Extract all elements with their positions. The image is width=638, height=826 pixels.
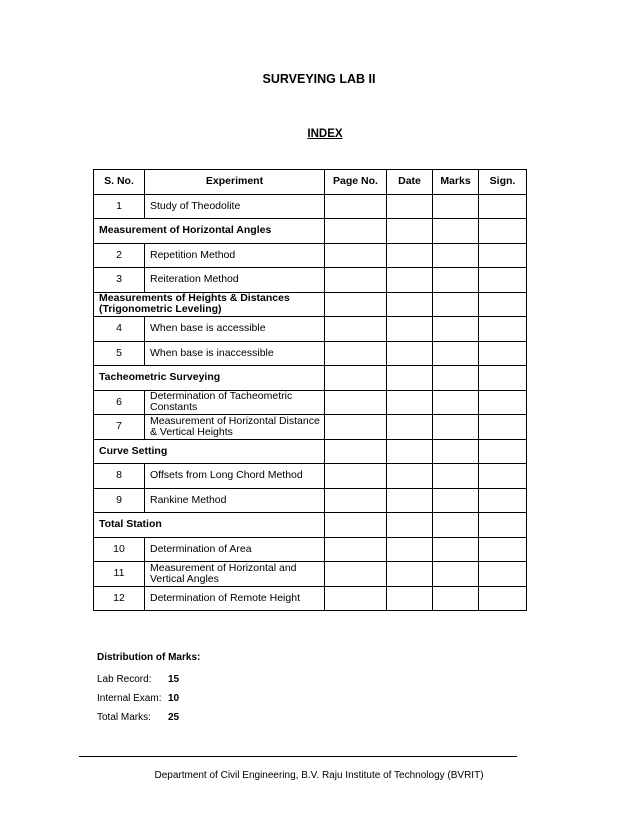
serial-number-cell: 3 [94, 268, 145, 293]
page-no-cell [325, 390, 387, 415]
serial-number-cell: 9 [94, 488, 145, 513]
sign-cell [479, 464, 527, 489]
page-no-cell [325, 317, 387, 342]
table-section-row [94, 513, 527, 538]
table-row [94, 268, 527, 293]
index-table [93, 169, 527, 611]
experiment-cell: Measurement of Horizontal Distance & Vertical Heights [145, 415, 325, 440]
section-title: Total Station [94, 513, 325, 538]
sign-cell [479, 439, 527, 464]
marks-cell [433, 341, 479, 366]
table-section-row [94, 292, 527, 317]
experiment-cell: When base is inaccessible [145, 341, 325, 366]
table-row [94, 243, 527, 268]
page-no-cell [325, 439, 387, 464]
page-no-cell [325, 341, 387, 366]
marks-cell [433, 439, 479, 464]
date-cell [387, 513, 433, 538]
page-no-cell [325, 268, 387, 293]
page-no-cell [325, 537, 387, 562]
table-row [94, 390, 527, 415]
marks-label: Internal Exam: [97, 693, 162, 704]
sign-cell [479, 415, 527, 440]
serial-number-cell: 7 [94, 415, 145, 440]
serial-number-cell: 2 [94, 243, 145, 268]
page-no-cell [325, 366, 387, 391]
page-no-cell [325, 415, 387, 440]
table-row [94, 562, 527, 587]
marks-cell [433, 292, 479, 317]
table-row [94, 586, 527, 611]
column-header-date: Date [387, 170, 433, 195]
sign-cell [479, 537, 527, 562]
date-cell [387, 415, 433, 440]
date-cell [387, 292, 433, 317]
marks-cell [433, 537, 479, 562]
date-cell [387, 439, 433, 464]
date-cell [387, 586, 433, 611]
page-no-cell [325, 194, 387, 219]
page-no-cell [325, 292, 387, 317]
sign-cell [479, 292, 527, 317]
date-cell [387, 366, 433, 391]
marks-cell [433, 268, 479, 293]
serial-number-cell: 8 [94, 464, 145, 489]
column-header-experiment: Experiment [145, 170, 325, 195]
document-title: SURVEYING LAB II [262, 72, 376, 86]
page-no-cell [325, 488, 387, 513]
section-title: Tacheometric Surveying [94, 366, 325, 391]
marks-cell [433, 366, 479, 391]
marks-row [97, 689, 200, 708]
sign-cell [479, 366, 527, 391]
page-no-cell [325, 243, 387, 268]
serial-number-cell: 11 [94, 562, 145, 587]
serial-number-cell: 12 [94, 586, 145, 611]
sign-cell [479, 194, 527, 219]
table-row [94, 464, 527, 489]
marks-heading: Distribution of Marks: [97, 652, 201, 663]
marks-label: Lab Record: [97, 674, 152, 685]
date-cell [387, 341, 433, 366]
date-cell [387, 219, 433, 244]
column-header-sno: S. No. [94, 170, 145, 195]
column-header-page-no: Page No. [325, 170, 387, 195]
date-cell [387, 268, 433, 293]
table-row [94, 415, 527, 440]
marks-cell [433, 562, 479, 587]
marks-cell [433, 243, 479, 268]
page-no-cell [325, 464, 387, 489]
marks-row [97, 708, 200, 727]
serial-number-cell: 4 [94, 317, 145, 342]
date-cell [387, 488, 433, 513]
column-header-marks: Marks [433, 170, 479, 195]
marks-cell [433, 219, 479, 244]
sign-cell [479, 586, 527, 611]
table-section-row [94, 219, 527, 244]
experiment-cell: Study of Theodolite [145, 194, 325, 219]
date-cell [387, 194, 433, 219]
serial-number-cell: 10 [94, 537, 145, 562]
table-body [94, 194, 527, 611]
marks-value: 10 [168, 693, 180, 704]
date-cell [387, 243, 433, 268]
serial-number-cell: 6 [94, 390, 145, 415]
table-row [94, 194, 527, 219]
index-heading: INDEX [307, 128, 343, 140]
table-section-row [94, 439, 527, 464]
marks-cell [433, 586, 479, 611]
marks-value: 25 [168, 712, 180, 723]
sign-cell [479, 317, 527, 342]
page-no-cell [325, 513, 387, 538]
sign-cell [479, 390, 527, 415]
experiment-cell: Determination of Tacheometric Constants [145, 390, 325, 415]
table-row [94, 317, 527, 342]
marks-distribution [97, 652, 200, 727]
marks-cell [433, 488, 479, 513]
table-row [94, 341, 527, 366]
table-section-row [94, 366, 527, 391]
section-title: Measurement of Horizontal Angles [94, 219, 325, 244]
page-no-cell [325, 219, 387, 244]
marks-cell [433, 415, 479, 440]
page-no-cell [325, 562, 387, 587]
marks-cell [433, 513, 479, 538]
sign-cell [479, 562, 527, 587]
sign-cell [479, 268, 527, 293]
experiment-cell: Rankine Method [145, 488, 325, 513]
page-no-cell [325, 586, 387, 611]
date-cell [387, 562, 433, 587]
marks-label: Total Marks: [97, 712, 151, 723]
sign-cell [479, 219, 527, 244]
date-cell [387, 464, 433, 489]
sign-cell [479, 341, 527, 366]
sign-cell [479, 513, 527, 538]
experiment-cell: Measurement of Horizontal and Vertical Angles [145, 562, 325, 587]
sign-cell [479, 243, 527, 268]
serial-number-cell: 1 [94, 194, 145, 219]
table-row [94, 537, 527, 562]
section-title: Curve Setting [94, 439, 325, 464]
sign-cell [479, 488, 527, 513]
serial-number-cell: 5 [94, 341, 145, 366]
experiment-cell: Offsets from Long Chord Method [145, 464, 325, 489]
date-cell [387, 537, 433, 562]
marks-cell [433, 194, 479, 219]
experiment-cell: When base is accessible [145, 317, 325, 342]
experiment-cell: Reiteration Method [145, 268, 325, 293]
experiment-cell: Determination of Area [145, 537, 325, 562]
marks-row [97, 670, 200, 689]
marks-cell [433, 464, 479, 489]
section-title: Measurements of Heights & Distances (Trigonometric Leveling) [94, 292, 325, 317]
table-header-row [94, 170, 527, 195]
marks-cell [433, 390, 479, 415]
table-row [94, 488, 527, 513]
experiment-cell: Determination of Remote Height [145, 586, 325, 611]
marks-value: 15 [168, 674, 180, 685]
footer-text: Department of Civil Engineering, B.V. Raju Institute of Technology (BVRIT) [154, 770, 484, 781]
marks-cell [433, 317, 479, 342]
date-cell [387, 390, 433, 415]
column-header-sign: Sign. [479, 170, 527, 195]
footer-divider [79, 756, 517, 757]
date-cell [387, 317, 433, 342]
experiment-cell: Repetition Method [145, 243, 325, 268]
